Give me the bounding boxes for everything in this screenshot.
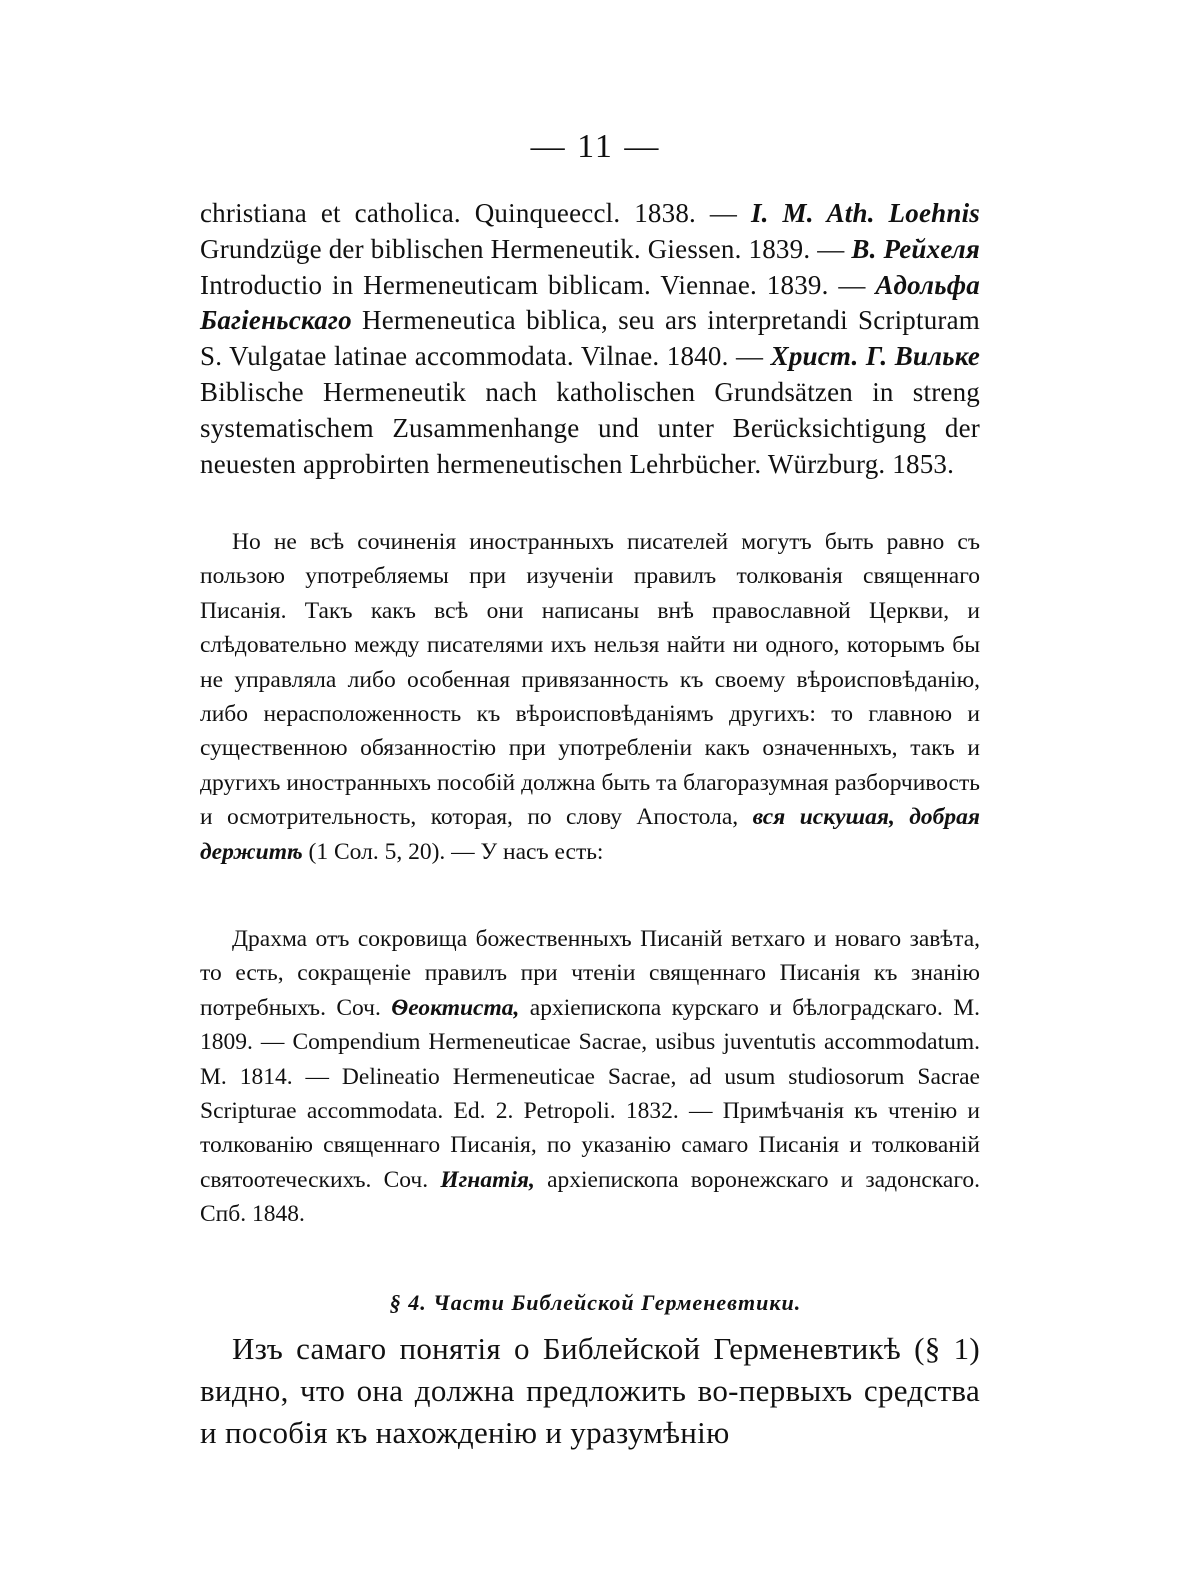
ru-author-feoktist: Ѳеоктиста, [391,994,520,1021]
apostle-quote: вся искушая, добрая держитѣ [200,804,980,865]
paragraph-text-1: Но не всѣ сочиненія иностранныхъ писателей могутъ быть равно съ пользою употребляемы при изученіи правилъ толкованія священнаго Писанія. Такъ какъ всѣ они написаны внѣ православной Церкви, и слѣдовательно между писателями ихъ нельзя найти ни одного, которымъ бы не управляла либо особенная привязанность къ своему вѣроисповѣданію, либо нерасположенность къ вѣроисповѣданіямъ другихъ: то главною и существенною обязанностію при употребленіи какъ означенныхъ, такъ и другихъ иностранныхъ пособій должна быть та благоразумная разборчивость и осмотрительность, которая, по слову Апостола, [200,529,980,831]
bib-author-wilke: Христ. Г. Вильке [770,341,980,372]
bib-text-1: christiana et catholica. Quinqueeccl. 1838. — [200,198,751,228]
ru-text-2: архіепископа курскаго и бѣлоградскаго. М. 1809. — Compendium Hermeneuticae Sacrae, usibus juventutis accommodatum. M. 1814. — Delineatio Hermeneuticae Sacrae, ad usum studiosorum Sacrae Scripturae accommodata. Ed. 2. Petropoli. 1832. — Примѣчанія къ чтенію и толкованію священнаго Писанія, по указанію самаго Писанія и толкованій святоотеческихъ. Соч. [200,994,981,1193]
bib-author-bagienski: Адольфа Багіеньскаго [200,269,980,336]
russian-works-paragraph [200,922,980,1232]
paragraph-text [200,922,980,1232]
foreign-works-paragraph [200,525,980,869]
page-number: — 11 — [530,128,661,165]
bib-author-reichel: B. Рейхеля [851,233,980,264]
bib-text-3: Introductio in Hermeneuticam biblicam. Viennae. 1839. — [200,269,876,300]
bibliography-text [200,196,980,482]
bib-text-5: Biblische Hermeneutik nach katholischen Grundsätzen in streng systematischem Zusammenhange und unter Berücksichtigung der neuesten approbirten hermeneutischen Lehrbücher. Würzburg. 1853. [200,376,980,479]
ru-author-ignatiy: Игнатія, [440,1166,535,1193]
bib-text-2: Grundzüge der biblischen Hermeneutik. Giessen. 1839. — [200,233,852,264]
bib-author-loehnis: I. M. Ath. Loehnis [750,198,980,228]
bibliography-block [200,196,980,482]
body-text: Изъ самаго понятія о Библейской Герменевтикѣ (§ 1) видно, что она должна предложить во-первыхъ средства и пособія къ нахожденію и уразумѣнію [200,1331,980,1450]
body-paragraph [200,1328,980,1454]
ru-text-3: архіепископа воронежскаго и задонскаго. Спб. 1848. [200,1166,980,1228]
section-heading: § 4. Части Библейской Герменевтики. [389,1290,802,1315]
paragraph-text-2: (1 Сол. 5, 20). — У насъ есть: [302,838,604,865]
ru-text-1: Драхма отъ сокровища божественныхъ Писаній ветхаго и новаго завѣта, то есть, сокращеніе правилъ при чтеніи священнаго Писанія къ знанію потребныхъ. Соч. [200,926,980,1021]
bib-text-4: Hermeneutica biblica, seu ars interpretandi Scripturam S. Vulgatae latinae accommodata. Vilnae. 1840. — [200,305,980,372]
paragraph-text [200,525,980,869]
